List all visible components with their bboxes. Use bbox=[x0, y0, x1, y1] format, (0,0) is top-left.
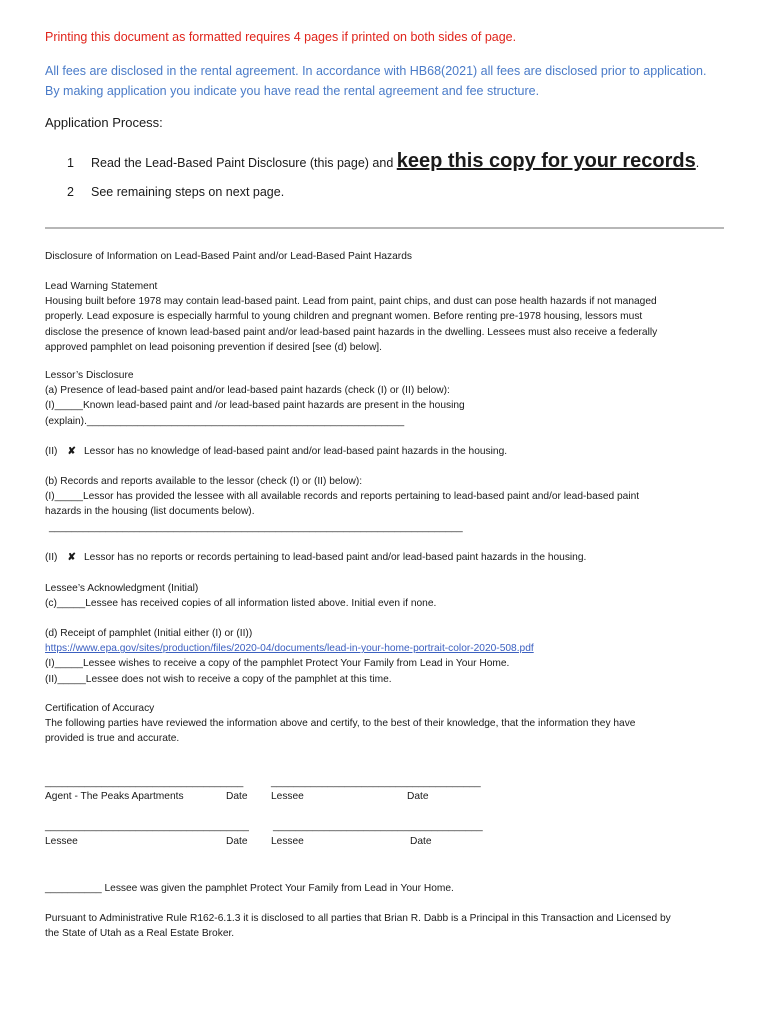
lessee-signature-line-3[interactable]: _____________________________________ bbox=[273, 821, 483, 832]
lessor-a-option-1: (I)_____Known lead-based paint and /or lead-based paint hazards are present in the housing bbox=[45, 400, 465, 412]
lessor-b-option-1: (I)_____Lessor has provided the lessee with all available records and reports pertaining to lead-based paint and/or lead-based paint bbox=[45, 491, 640, 503]
pamphlet-given-line: __________ Lessee was given the pamphlet Protect Your Family from Lead in Your Home. bbox=[45, 883, 454, 894]
receipt-option-2: (II)_____Lessee does not wish to receive a copy of the pamphlet at this time. bbox=[45, 673, 392, 685]
certification-title: Certification of Accuracy bbox=[45, 703, 155, 714]
step-1-emphasis: keep this copy for your records bbox=[396, 150, 696, 172]
section-divider bbox=[45, 227, 724, 229]
lessor-b-option-1-cont: hazards in the housing (list documents below). bbox=[45, 506, 255, 518]
lessor-a-option-2-text: Lessor has no knowledge of lead-based paint and/or lead-based paint hazards in the housing. bbox=[84, 446, 508, 457]
disclosure-title: Disclosure of Information on Lead-Based Paint and/or Lead-Based Paint Hazards bbox=[45, 251, 412, 262]
lessee-ack-section bbox=[45, 581, 725, 611]
lessor-disclosure-section bbox=[45, 368, 725, 429]
lessee-ack-title: Lessee’s Acknowledgment (Initial) bbox=[45, 583, 199, 594]
lessor-b-section bbox=[45, 474, 725, 535]
step-2-number: 2 bbox=[67, 185, 74, 199]
lead-warning-line-1: Housing built before 1978 may contain lead-based paint. Lead from paint, paint chips, and dust can pose health hazards if not managed bbox=[45, 296, 657, 308]
checkmark-x-icon: ✘ bbox=[67, 446, 76, 457]
lessor-a-option-2-label: (II) bbox=[45, 446, 58, 457]
broker-disclosure-line-2: the State of Utah as a Real Estate Broker. bbox=[45, 928, 235, 940]
step-1-number: 1 bbox=[67, 156, 74, 170]
lessor-a-option-2 bbox=[45, 444, 725, 459]
agent-date-label: Date bbox=[226, 791, 248, 802]
lessee-date-label-2: Date bbox=[226, 836, 248, 847]
lessee-ack-c: (c)_____Lessee has received copies of all information listed above. Initial even if none. bbox=[45, 598, 437, 610]
lessor-b-option-2-label: (II) bbox=[45, 552, 58, 563]
lessee-date-label-3: Date bbox=[410, 836, 432, 847]
broker-disclosure-line-1: Pursuant to Administrative Rule R162-6.1.3 it is disclosed to all parties that Brian R. Dabb is a Principal in this Transaction and Licensed by bbox=[45, 913, 671, 924]
step-1 bbox=[67, 150, 699, 173]
fee-notice bbox=[45, 61, 735, 101]
receipt-title: (d) Receipt of pamphlet (Initial either (I) or (II)) bbox=[45, 628, 253, 639]
fee-notice-line-2: By making application you indicate you have read the rental agreement and fee structure. bbox=[45, 84, 540, 98]
lead-warning-line-3: disclose the presence of known lead-based paint and/or lead-based paint hazards in the dwelling. Lessees must also receive a federally bbox=[45, 326, 658, 338]
lessor-b-heading: (b) Records and reports available to the lessor (check (I) or (II) below): bbox=[45, 476, 363, 487]
step-1-period: . bbox=[695, 156, 700, 170]
print-notice: Printing this document as formatted requires 4 pages if printed on both sides of page. bbox=[45, 30, 517, 44]
step-2-text: See remaining steps on next page. bbox=[91, 185, 285, 199]
agent-label: Agent - The Peaks Apartments bbox=[45, 791, 184, 802]
lead-warning-line-2: properly. Lead exposure is especially harmful to young children and pregnant women. Before renting pre-1978 housing, lessors must bbox=[45, 311, 643, 323]
lessee-date-label-1: Date bbox=[407, 791, 429, 802]
broker-disclosure bbox=[45, 911, 725, 941]
lessor-disclosure-title: Lessor’s Disclosure bbox=[45, 370, 134, 381]
lessor-a-heading: (a) Presence of lead-based paint and/or lead-based paint hazards (check (I) or (II) below): bbox=[45, 385, 450, 397]
step-1-text: Read the Lead-Based Paint Disclosure (this page) and bbox=[91, 156, 397, 170]
epa-pamphlet-link[interactable]: https://www.epa.gov/sites/production/files/2020-04/documents/lead-in-your-home-portrait-color-2020-508.pdf bbox=[45, 643, 534, 655]
lessee-signature-line-2[interactable]: ____________________________________ bbox=[45, 821, 249, 832]
agent-signature-line[interactable]: ___________________________________ bbox=[45, 777, 244, 788]
receipt-option-1: (I)_____Lessee wishes to receive a copy of the pamphlet Protect Your Family from Lead in Your Home. bbox=[45, 658, 510, 670]
lessor-b-documents-line: _________________________________________________________________________ bbox=[49, 521, 463, 533]
certification-line-2: provided is true and accurate. bbox=[45, 733, 180, 745]
lessee-label-1: Lessee bbox=[271, 791, 304, 802]
lessee-signature-line-1[interactable]: _____________________________________ bbox=[271, 777, 481, 788]
receipt-section bbox=[45, 626, 725, 687]
application-process-title: Application Process: bbox=[45, 115, 163, 130]
lessee-label-3: Lessee bbox=[271, 836, 304, 847]
lessor-b-option-2 bbox=[45, 550, 725, 565]
lead-warning-line-4: approved pamphlet on lead poisoning prevention if desired [see (d) below]. bbox=[45, 341, 382, 353]
lessor-b-option-2-text: Lessor has no reports or records pertaining to lead-based paint and/or lead-based paint hazards in the housing. bbox=[84, 552, 587, 563]
lessor-a-option-1-explain: (explain).________________________________________________________ bbox=[45, 415, 405, 427]
certification-line-1: The following parties have reviewed the information above and certify, to the best of their knowledge, that the information they have bbox=[45, 718, 636, 730]
step-2 bbox=[67, 185, 284, 199]
lead-warning-section bbox=[45, 279, 725, 355]
lead-warning-title: Lead Warning Statement bbox=[45, 281, 158, 292]
lessee-label-2: Lessee bbox=[45, 836, 78, 847]
fee-notice-line-1: All fees are disclosed in the rental agreement. In accordance with HB68(2021) all fees are disclosed prior to application. bbox=[45, 64, 707, 78]
checkmark-x-icon: ✘ bbox=[67, 552, 76, 563]
certification-section bbox=[45, 701, 725, 747]
